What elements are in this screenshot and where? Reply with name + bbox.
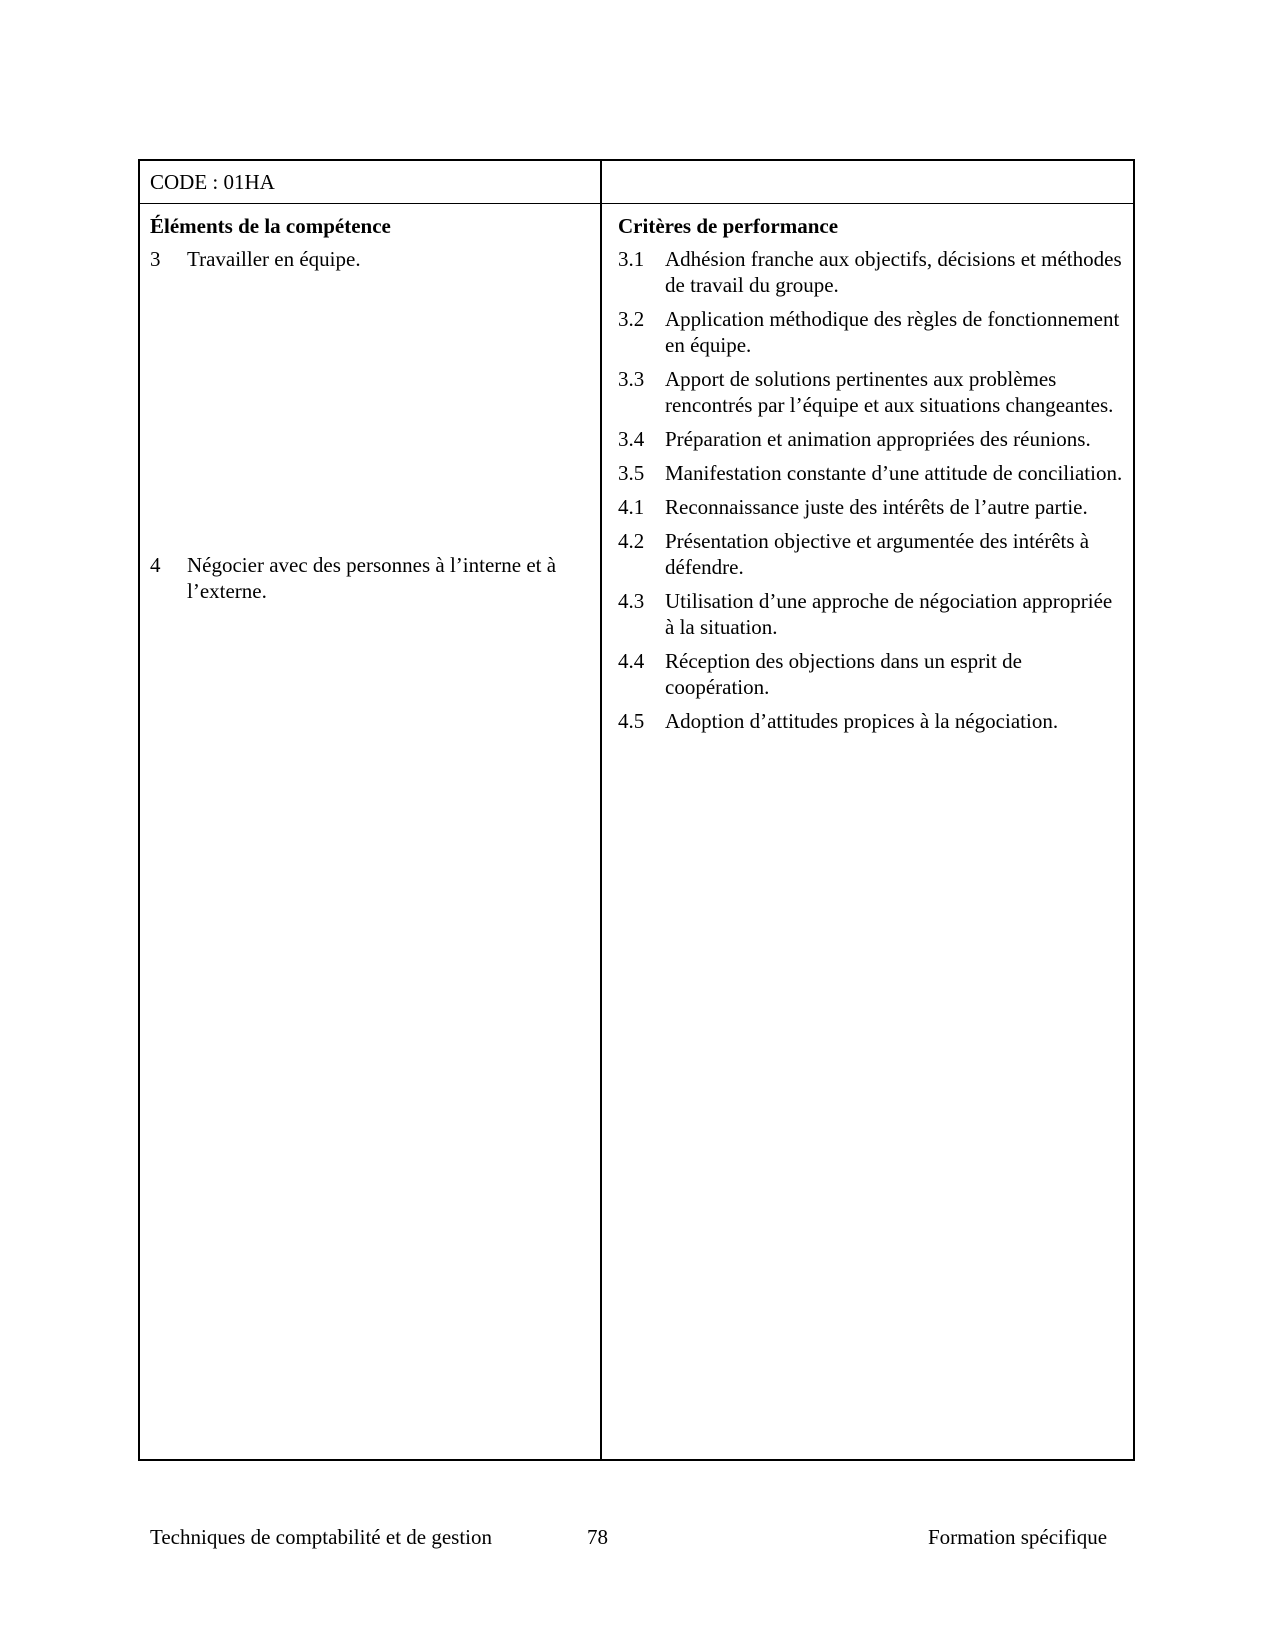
- element-number: 3: [150, 247, 161, 271]
- criteria-item: [618, 246, 1126, 298]
- criteria-number: 4.3: [618, 589, 645, 613]
- code-label: CODE : 01HA: [150, 170, 275, 194]
- footer-program-title: Techniques de comptabilité et de gestion: [150, 1525, 493, 1549]
- criteria-number: 4.4: [618, 649, 645, 673]
- criteria-number: 3.2: [618, 307, 645, 331]
- elements-column: [150, 213, 590, 604]
- element-number: 4: [150, 553, 161, 577]
- column-divider: [600, 161, 602, 1459]
- criteria-text: Application méthodique des règles de fonctionnement en équipe.: [665, 307, 1120, 357]
- criteria-number: 4.2: [618, 529, 645, 553]
- criteria-item: [618, 648, 1126, 700]
- criteria-text: Utilisation d’une approche de négociation appropriée à la situation.: [665, 589, 1113, 639]
- criteria-number: 3.3: [618, 367, 645, 391]
- criteria-text: Apport de solutions pertinentes aux problèmes rencontrés par l’équipe et aux situations changeantes.: [665, 367, 1114, 417]
- criteria-item: [618, 426, 1126, 452]
- element-text: Négocier avec des personnes à l’interne et à l’externe.: [187, 553, 557, 603]
- criteria-text: Réception des objections dans un esprit de coopération.: [665, 649, 1022, 699]
- criteria-number: 3.4: [618, 427, 645, 451]
- element-item: [150, 552, 590, 604]
- criteria-item: [618, 306, 1126, 358]
- criteria-heading: Critères de performance: [618, 214, 839, 238]
- element-item: [150, 246, 590, 272]
- criteria-item: [618, 494, 1126, 520]
- footer-section-title: Formation spécifique: [928, 1525, 1108, 1549]
- header-row-divider: [140, 203, 1133, 204]
- competency-table: [138, 159, 1135, 1461]
- criteria-column: [618, 213, 1126, 742]
- criteria-text: Présentation objective et argumentée des intérêts à défendre.: [665, 529, 1090, 579]
- element-text: Travailler en équipe.: [187, 247, 361, 271]
- criteria-number: 3.5: [618, 461, 645, 485]
- criteria-item: [618, 366, 1126, 418]
- criteria-text: Adhésion franche aux objectifs, décisions et méthodes de travail du groupe.: [665, 247, 1122, 297]
- criteria-number: 4.1: [618, 495, 645, 519]
- criteria-text: Adoption d’attitudes propices à la négociation.: [665, 709, 1059, 733]
- criteria-number: 4.5: [618, 709, 645, 733]
- footer-page-number: 78: [587, 1525, 608, 1549]
- criteria-item: [618, 460, 1126, 486]
- elements-heading: Éléments de la compétence: [150, 214, 391, 238]
- criteria-item: [618, 528, 1126, 580]
- criteria-item: [618, 708, 1126, 734]
- criteria-text: Reconnaissance juste des intérêts de l’autre partie.: [665, 495, 1088, 519]
- criteria-item: [618, 588, 1126, 640]
- criteria-text: Préparation et animation appropriées des réunions.: [665, 427, 1091, 451]
- criteria-text: Manifestation constante d’une attitude de conciliation.: [665, 461, 1123, 485]
- criteria-number: 3.1: [618, 247, 645, 271]
